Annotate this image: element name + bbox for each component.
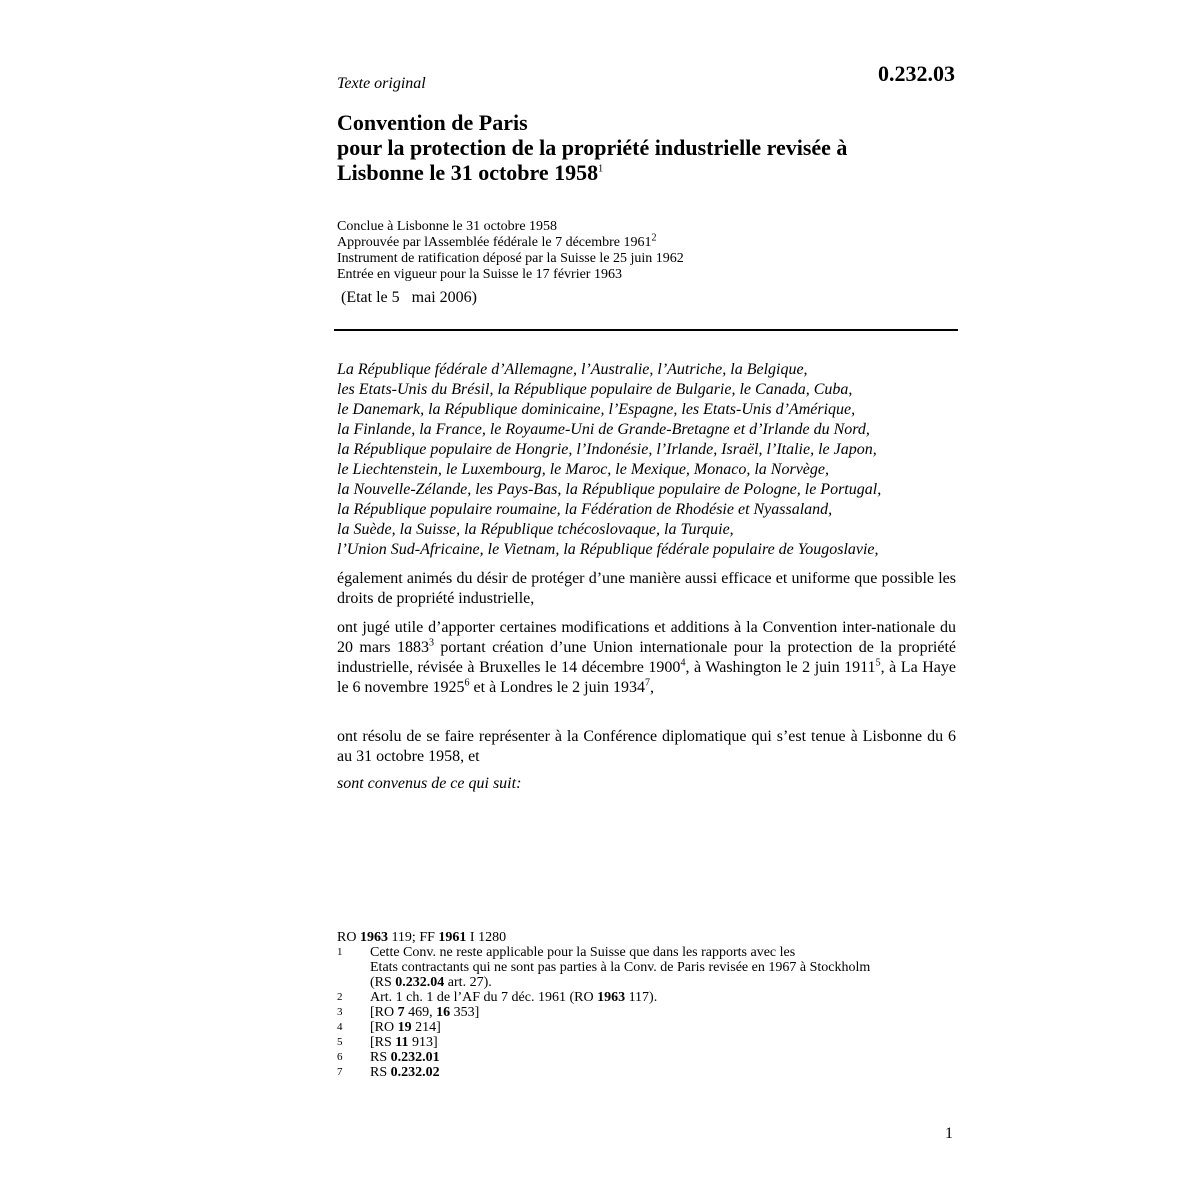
preamble <box>337 360 977 560</box>
body-paragraph-1: également animés du désir de protéger d’une manière aussi efficace et uniforme que possible les droits de propriété industrielle, <box>337 570 956 607</box>
footnote-1 <box>337 945 977 990</box>
document-number: 0.232.03 <box>878 61 955 86</box>
p2-text: , à Washington le 2 juin 1911 <box>685 659 876 676</box>
meta-entry: Entrée en vigueur pour la Suisse le 17 février 1963 <box>337 267 622 282</box>
footnote-fragment: 469, <box>404 1005 437 1020</box>
source-reference <box>337 930 977 945</box>
preamble-line: l’Union Sud-Africaine, le Vietnam, la République fédérale populaire de Yougoslavie, <box>337 541 879 558</box>
preamble-line: la Nouvelle-Zélande, les Pays-Bas, la République populaire de Pologne, le Portugal, <box>337 481 882 498</box>
footnote-text <box>370 1035 977 1050</box>
footnote-line: Cette Conv. ne reste applicable pour la Suisse que dans les rapports avec les <box>370 945 796 960</box>
page-number: 1 <box>945 1125 953 1142</box>
footnote-fragment: art. 27). <box>444 975 492 990</box>
p2-text: , à La Haye le 6 novembre 1925 <box>337 659 957 696</box>
footnote-ref-7[interactable]: 7 <box>645 677 651 689</box>
body-paragraph-2 <box>337 618 956 698</box>
body-paragraph-3: ont résolu de se faire représenter à la Conférence diplomatique qui s’est tenue à Lisbonne du 6 au 31 octobre 1958, et <box>337 728 956 765</box>
footnote-volume: 7 <box>397 1005 405 1020</box>
meta-state: (Etat le 5 mai 2006) <box>341 289 477 306</box>
footnote-text <box>370 1065 977 1080</box>
footnote-rs-number[interactable]: 0.232.01 <box>390 1050 440 1065</box>
footnote-fragment: [RO <box>370 1020 398 1035</box>
title-line-1: Convention de Paris <box>337 110 528 135</box>
footnote-number: 6 <box>337 1051 343 1063</box>
footnote-number: 4 <box>337 1021 343 1033</box>
footnote-fragment: (RS <box>370 975 396 990</box>
footnote-ref-3[interactable]: 3 <box>428 637 434 649</box>
footnote-fragment: Art. 1 ch. 1 de l’AF du 7 déc. 1961 (RO <box>370 990 598 1005</box>
footnote-fragment: [RO <box>370 1005 398 1020</box>
footnote-fragment: RS <box>370 1065 391 1080</box>
p2-text: , <box>650 679 655 696</box>
footnote-fragment: RS <box>370 1050 391 1065</box>
preamble-line: la Finlande, la France, le Royaume-Uni de Grande-Bretagne et d’Irlande du Nord, <box>337 421 870 438</box>
document-metadata <box>337 219 684 283</box>
document-label: Texte original <box>337 75 426 92</box>
footnote-volume: 16 <box>436 1005 451 1020</box>
footnote-fragment: 214] <box>411 1020 441 1035</box>
footnote-rs-number[interactable]: 0.232.04 <box>395 975 445 990</box>
footnote-ref-5[interactable]: 5 <box>875 657 881 669</box>
footnote-ref-6[interactable]: 6 <box>464 677 470 689</box>
preamble-line: le Liechtenstein, le Luxembourg, le Maroc, le Mexique, Monaco, la Norvège, <box>337 461 830 478</box>
source-text: I 1280 <box>466 930 507 945</box>
p2-text: ont jugé utile d’apporter certaines modifications et additions à la Convention inter-nationale du 20 mars 1883 <box>337 619 956 656</box>
source-year: 1961 <box>438 930 467 945</box>
footnote-text <box>370 990 977 1005</box>
footnote-5 <box>337 1035 977 1050</box>
title-line-3-text: Lisbonne le 31 octobre 1958 <box>337 160 599 185</box>
document-title <box>337 110 977 185</box>
footnote-line: Etats contractants qui ne sont pas parties à la Conv. de Paris revisée en 1967 à Stockholm <box>370 960 871 975</box>
body-paragraph-4: sont convenus de ce qui suit: <box>337 775 522 792</box>
footnote-ref-2[interactable]: 2 <box>651 232 657 244</box>
title-line-2: pour la protection de la propriété industrielle revisée à <box>337 135 848 160</box>
footnote-number: 2 <box>337 991 343 1003</box>
footnote-rs-number[interactable]: 0.232.02 <box>390 1065 440 1080</box>
footnote-fragment: 117). <box>625 990 658 1005</box>
meta-concluded: Conclue à Lisbonne le 31 octobre 1958 <box>337 219 558 234</box>
footnote-number: 3 <box>337 1006 343 1018</box>
footnote-4 <box>337 1020 977 1035</box>
footnote-ref-1[interactable]: 1 <box>598 163 604 175</box>
footnote-3 <box>337 1005 977 1020</box>
footnote-2 <box>337 990 977 1005</box>
footnote-6 <box>337 1050 977 1065</box>
preamble-line: la République populaire de Hongrie, l’Indonésie, l’Irlande, Israël, l’Italie, le Japon, <box>337 441 877 458</box>
footnote-number: 7 <box>337 1066 343 1078</box>
meta-approved-text: Approuvée par lAssemblée fédérale le 7 décembre 1961 <box>337 235 652 250</box>
footnote-text <box>370 1005 977 1020</box>
footnote-fragment: 913] <box>408 1035 438 1050</box>
footnote-text <box>370 945 977 990</box>
preamble-line: les Etats-Unis du Brésil, la République populaire de Bulgarie, le Canada, Cuba, <box>337 381 853 398</box>
footnote-number: 1 <box>337 946 343 958</box>
source-text: RO <box>337 930 360 945</box>
preamble-line: la Suède, la Suisse, la République tchécoslovaque, la Turquie, <box>337 521 734 538</box>
preamble-line: le Danemark, la République dominicaine, l’Espagne, les Etats-Unis d’Amérique, <box>337 401 856 418</box>
preamble-line: La République fédérale d’Allemagne, l’Australie, l’Autriche, la Belgique, <box>337 361 808 378</box>
source-year: 1963 <box>359 930 388 945</box>
preamble-line: la République populaire roumaine, la Fédération de Rhodésie et Nyassaland, <box>337 501 833 518</box>
footnote-volume: 19 <box>397 1020 412 1035</box>
meta-approved <box>337 232 684 251</box>
footnote-ref-4[interactable]: 4 <box>680 657 686 669</box>
footnote-year: 1963 <box>597 990 626 1005</box>
footnote-text <box>370 1050 977 1065</box>
footnote-fragment: [RS <box>370 1035 396 1050</box>
title-line-3 <box>337 160 977 185</box>
meta-ratification: Instrument de ratification déposé par la Suisse le 25 juin 1962 <box>337 251 684 266</box>
header-divider <box>334 329 958 331</box>
footnote-line <box>370 975 977 990</box>
footnotes <box>337 930 977 1080</box>
p2-text: et à Londres le 2 juin 1934 <box>469 679 646 696</box>
footnote-7 <box>337 1065 977 1080</box>
source-text: 119; FF <box>387 930 439 945</box>
footnote-volume: 11 <box>395 1035 409 1050</box>
footnote-text <box>370 1020 977 1035</box>
p2-text: portant création d’une Union internationale pour la protection de la propriété industrielle, révisée à Bruxelles le 14 décembre 1900 <box>337 639 956 676</box>
footnote-fragment: 353] <box>450 1005 480 1020</box>
footnote-number: 5 <box>337 1036 343 1048</box>
